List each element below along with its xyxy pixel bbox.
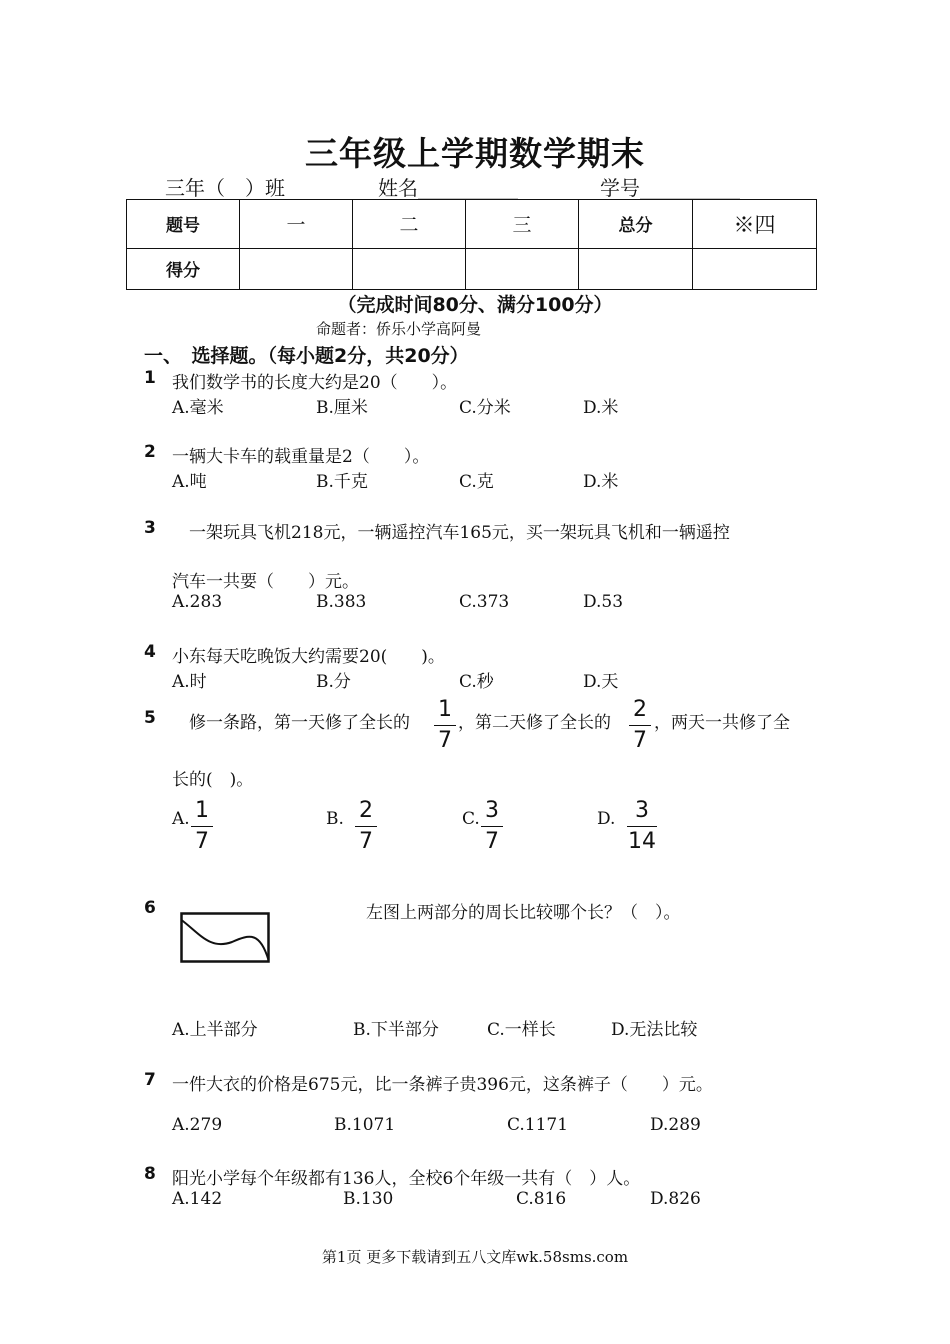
score-blank-cell — [579, 248, 693, 289]
score-label-cell: 得分 — [127, 248, 240, 289]
score-header-cell: ※四 — [693, 200, 817, 249]
option: B.130 — [343, 1189, 394, 1209]
fraction-numerator: 1 — [438, 697, 452, 722]
fraction-bar — [434, 725, 456, 726]
page-footer: 第1页 更多下载请到五八文库wk.58sms.com — [321, 1248, 629, 1266]
option-label: C. — [462, 809, 480, 829]
option-label: A. — [172, 809, 190, 829]
question-text: ，第二天修了全长的 — [458, 713, 611, 733]
question-number: 3 — [144, 518, 156, 538]
option: A.上半部分 — [172, 1020, 258, 1040]
rectangle-curve-figure — [180, 912, 270, 964]
fraction-bar — [629, 725, 651, 726]
fraction-denominator: 14 — [628, 829, 656, 854]
question-text: 我们数学书的长度大约是20（ ）。 — [172, 373, 458, 393]
option: B.下半部分 — [353, 1020, 439, 1040]
score-blank-cell — [353, 248, 466, 289]
option-fraction — [480, 798, 504, 855]
fraction-denominator: 7 — [485, 829, 499, 854]
option: D.天 — [583, 672, 619, 692]
score-header-cell: 总分 — [579, 200, 693, 249]
question-text: 阳光小学每个年级都有136人，全校6个年级一共有（ ）人。 — [172, 1169, 641, 1189]
fraction-bar — [191, 826, 213, 827]
question-text-line2: 长的( )。 — [172, 770, 254, 790]
fraction — [433, 697, 457, 754]
question-number: 7 — [144, 1070, 156, 1090]
option: D.53 — [583, 592, 624, 612]
question-text: 一架玩具飞机218元，一辆遥控汽车165元，买一架玩具飞机和一辆遥控 — [172, 523, 730, 543]
option: A.时 — [172, 672, 207, 692]
question-number: 1 — [144, 368, 156, 388]
option: D.米 — [583, 398, 619, 418]
option: A.毫米 — [172, 398, 224, 418]
question-number: 6 — [144, 898, 156, 918]
section-heading: 一、 选择题。（每小题2分，共20分） — [144, 345, 469, 367]
option: A.279 — [172, 1115, 223, 1135]
option: B.383 — [316, 592, 367, 612]
option: C.分米 — [459, 398, 511, 418]
student-number-field: 学号__________ — [600, 176, 740, 200]
option: B.分 — [316, 672, 351, 692]
score-header-cell: 三 — [466, 200, 579, 249]
option-label: B. — [326, 809, 344, 829]
question-number: 8 — [144, 1164, 156, 1184]
score-table-header-row — [127, 200, 817, 249]
fraction-denominator: 7 — [633, 728, 647, 753]
option: C.一样长 — [487, 1020, 556, 1040]
option: B.千克 — [316, 472, 368, 492]
option-fraction — [626, 798, 658, 855]
option: D.米 — [583, 472, 619, 492]
fraction-bar — [481, 826, 503, 827]
fraction-numerator: 2 — [633, 697, 647, 722]
score-blank-cell — [693, 248, 817, 289]
score-table-score-row — [127, 248, 817, 289]
question-number: 5 — [144, 708, 156, 728]
fraction-denominator: 7 — [438, 728, 452, 753]
name-field: 姓名__________ — [378, 176, 518, 200]
option: D.826 — [650, 1189, 701, 1209]
option-fraction — [190, 798, 214, 855]
option-fraction — [354, 798, 378, 855]
option: A.142 — [172, 1189, 223, 1209]
page-title: 三年级上学期数学期末 — [305, 134, 645, 173]
score-blank-cell — [466, 248, 579, 289]
question-text: 一件大衣的价格是675元，比一条裤子贵396元，这条裤子（ ）元。 — [172, 1075, 713, 1095]
time-score-note: （完成时间80分、满分100分） — [337, 294, 613, 316]
fraction-numerator: 3 — [485, 798, 499, 823]
option: C.816 — [516, 1189, 567, 1209]
fraction-denominator: 7 — [359, 829, 373, 854]
fraction-bar — [627, 826, 657, 827]
option: D.289 — [650, 1115, 701, 1135]
score-header-cell: 二 — [353, 200, 466, 249]
question-text-line2: 汽车一共要（ ）元。 — [172, 572, 359, 592]
fraction — [628, 697, 652, 754]
author-line: 命题者：侨乐小学高阿曼 — [316, 320, 482, 338]
option: D.无法比较 — [611, 1020, 698, 1040]
score-header-cell: 一 — [240, 200, 353, 249]
option: A.吨 — [172, 472, 207, 492]
option: A.283 — [172, 592, 223, 612]
fraction-numerator: 1 — [195, 798, 209, 823]
score-header-cell: 题号 — [127, 200, 240, 249]
fraction-numerator: 3 — [635, 798, 649, 823]
option: C.克 — [459, 472, 494, 492]
question-text: 一辆大卡车的载重量是2（ ）。 — [172, 447, 430, 467]
option: C.秒 — [459, 672, 494, 692]
option-label: D. — [597, 809, 616, 829]
question-text: 修一条路，第一天修了全长的 — [172, 713, 410, 733]
option: C.1171 — [507, 1115, 569, 1135]
fraction-denominator: 7 — [195, 829, 209, 854]
question-text: 小东每天吃晚饭大约需要20( )。 — [172, 647, 445, 667]
option: C.373 — [459, 592, 510, 612]
question-number: 4 — [144, 642, 156, 662]
question-number: 2 — [144, 442, 156, 462]
option: B.1071 — [334, 1115, 396, 1135]
option: B.厘米 — [316, 398, 368, 418]
fraction-numerator: 2 — [359, 798, 373, 823]
score-table — [126, 199, 817, 290]
question-text: ，两天一共修了全 — [654, 713, 790, 733]
fraction-bar — [355, 826, 377, 827]
score-blank-cell — [240, 248, 353, 289]
class-field: 三年（ ）班 — [165, 176, 285, 200]
question-text: 左图上两部分的周长比较哪个长？（ ）。 — [366, 903, 681, 923]
